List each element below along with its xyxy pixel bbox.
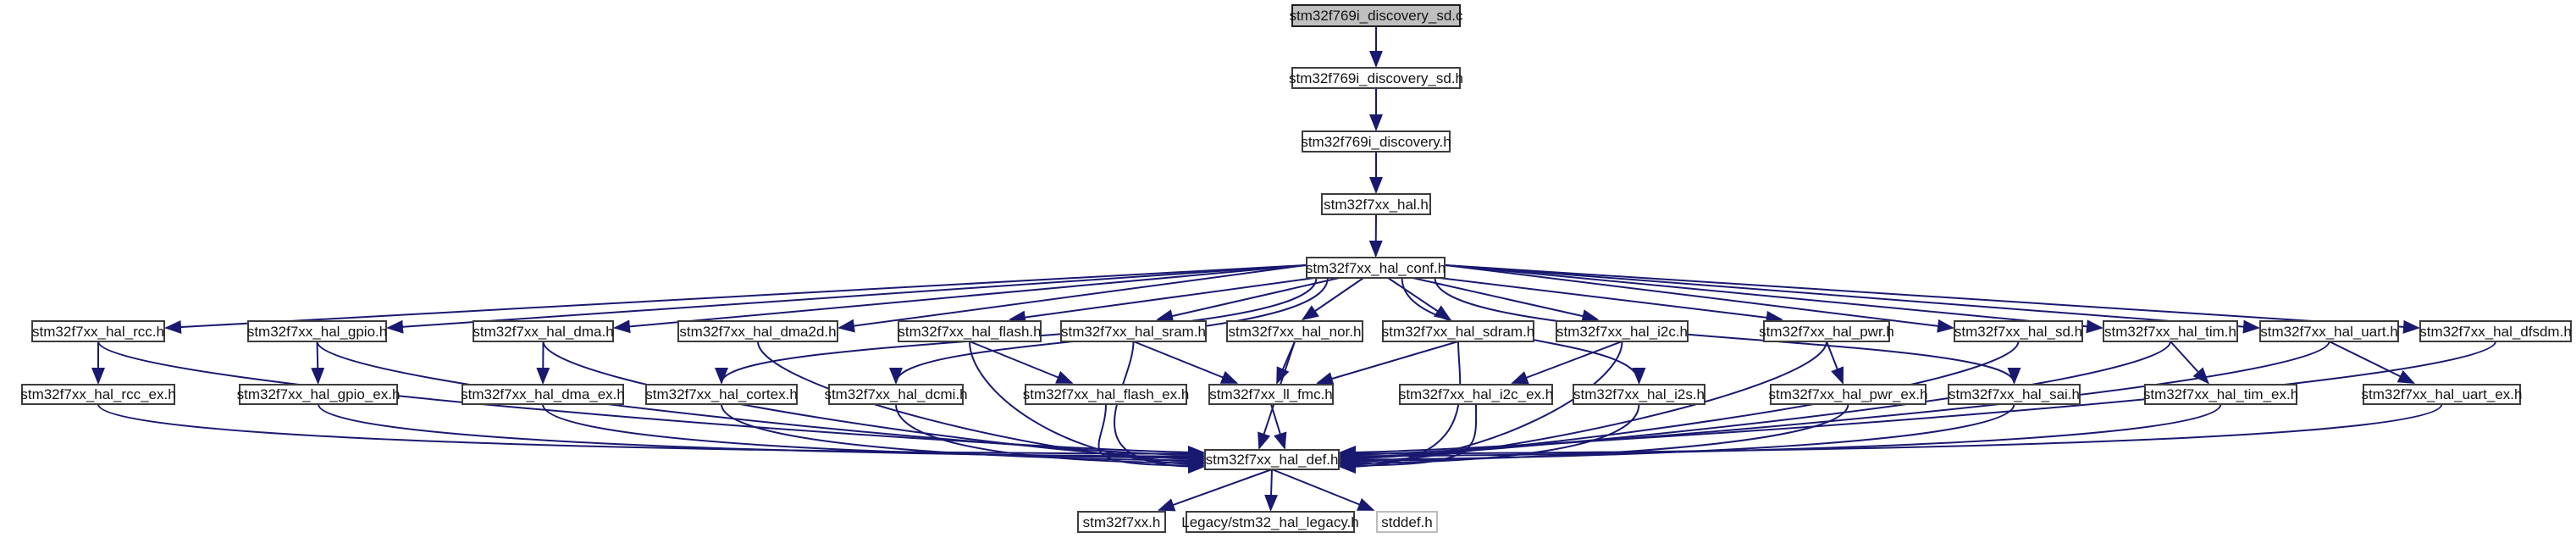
include-edge-tim-to-tim_ex bbox=[2170, 341, 2208, 383]
graph-node-ll_fmc[interactable]: stm32f7xx_ll_fmc.h bbox=[1208, 384, 1334, 405]
graph-node-sdram[interactable]: stm32f7xx_hal_sdram.h bbox=[1382, 320, 1534, 342]
graph-node-flash_ex[interactable]: stm32f7xx_hal_flash_ex.h bbox=[1025, 384, 1187, 405]
graph-node-i2s[interactable]: stm32f7xx_hal_i2s.h bbox=[1573, 384, 1705, 405]
graph-node-dma2d[interactable]: stm32f7xx_hal_dma2d.h bbox=[677, 320, 838, 342]
graph-node-rcc[interactable]: stm32f7xx_hal_rcc.h bbox=[31, 320, 165, 342]
graph-node-f7xx[interactable]: stm32f7xx.h bbox=[1077, 511, 1166, 533]
graph-node-disc[interactable]: stm32f769i_discovery.h bbox=[1302, 130, 1451, 153]
graph-node-stddef: stddef.h bbox=[1376, 511, 1438, 533]
include-edge-pwr-to-pwr_ex bbox=[1827, 341, 1843, 383]
graph-node-dma[interactable]: stm32f7xx_hal_dma.h bbox=[473, 320, 614, 342]
graph-node-flash[interactable]: stm32f7xx_hal_flash.h bbox=[898, 320, 1042, 342]
graph-node-def[interactable]: stm32f7xx_hal_def.h bbox=[1204, 449, 1340, 470]
include-edge-conf-to-uart bbox=[1446, 265, 2258, 328]
include-edge-def-to-f7xx bbox=[1159, 469, 1272, 510]
graph-node-i2c[interactable]: stm32f7xx_hal_i2c.h bbox=[1556, 320, 1689, 342]
graph-node-legacy[interactable]: Legacy/stm32_hal_legacy.h bbox=[1186, 511, 1355, 533]
graph-node-sdc: stm32f769i_discovery_sd.c bbox=[1291, 4, 1461, 27]
include-edge-sdram-to-ll_fmc bbox=[1318, 341, 1458, 383]
graph-node-uart_ex[interactable]: stm32f7xx_hal_uart_ex.h bbox=[2363, 384, 2521, 405]
include-edge-conf-to-dma2d bbox=[839, 265, 1306, 328]
graph-node-tim_ex[interactable]: stm32f7xx_hal_tim_ex.h bbox=[2144, 384, 2297, 405]
graph-node-pwr[interactable]: stm32f7xx_hal_pwr.h bbox=[1763, 320, 1890, 342]
include-edge-conf-to-rcc bbox=[166, 265, 1306, 328]
graph-node-tim[interactable]: stm32f7xx_hal_tim.h bbox=[2103, 320, 2238, 342]
graph-node-gpio_ex[interactable]: stm32f7xx_hal_gpio_ex.h bbox=[239, 384, 398, 405]
graph-node-pwr_ex[interactable]: stm32f7xx_hal_pwr_ex.h bbox=[1770, 384, 1926, 405]
graph-node-hal[interactable]: stm32f7xx_hal.h bbox=[1321, 193, 1431, 215]
graph-node-nor[interactable]: stm32f7xx_hal_nor.h bbox=[1226, 320, 1363, 342]
include-edge-def-to-legacy bbox=[1271, 469, 1273, 510]
graph-node-dcmi[interactable]: stm32f7xx_hal_dcmi.h bbox=[828, 384, 964, 405]
include-edge-i2c-to-i2c_ex bbox=[1512, 341, 1622, 383]
include-edge-conf-to-gpio bbox=[388, 265, 1306, 328]
include-edge-uart-to-uart_ex bbox=[2330, 341, 2414, 383]
graph-node-dma_ex[interactable]: stm32f7xx_hal_dma_ex.h bbox=[462, 384, 624, 405]
graph-node-rcc_ex[interactable]: stm32f7xx_hal_rcc_ex.h bbox=[21, 384, 175, 405]
include-edge-conf-to-dma bbox=[615, 265, 1306, 328]
graph-node-sd[interactable]: stm32f7xx_hal_sd.h bbox=[1954, 320, 2083, 342]
graph-node-cortex[interactable]: stm32f7xx_hal_cortex.h bbox=[645, 384, 798, 405]
graph-node-gpio[interactable]: stm32f7xx_hal_gpio.h bbox=[247, 320, 387, 342]
include-edge-conf-to-sd bbox=[1446, 265, 1953, 328]
graph-node-uart[interactable]: stm32f7xx_hal_uart.h bbox=[2259, 320, 2399, 342]
graph-node-sdh[interactable]: stm32f769i_discovery_sd.h bbox=[1291, 67, 1461, 89]
include-edge-ll_fmc-to-def bbox=[1271, 404, 1285, 448]
graph-node-conf[interactable]: stm32f7xx_hal_conf.h bbox=[1306, 257, 1446, 279]
graph-node-i2c_ex[interactable]: stm32f7xx_hal_i2c_ex.h bbox=[1399, 384, 1553, 405]
graph-node-dfsdm[interactable]: stm32f7xx_hal_dfsdm.h bbox=[2419, 320, 2572, 342]
graph-node-sram[interactable]: stm32f7xx_hal_sram.h bbox=[1060, 320, 1207, 342]
include-edge-def-to-stddef bbox=[1272, 469, 1374, 510]
graph-node-sai[interactable]: stm32f7xx_hal_sai.h bbox=[1948, 384, 2081, 405]
include-edge-sram-to-ll_fmc bbox=[1134, 341, 1237, 383]
